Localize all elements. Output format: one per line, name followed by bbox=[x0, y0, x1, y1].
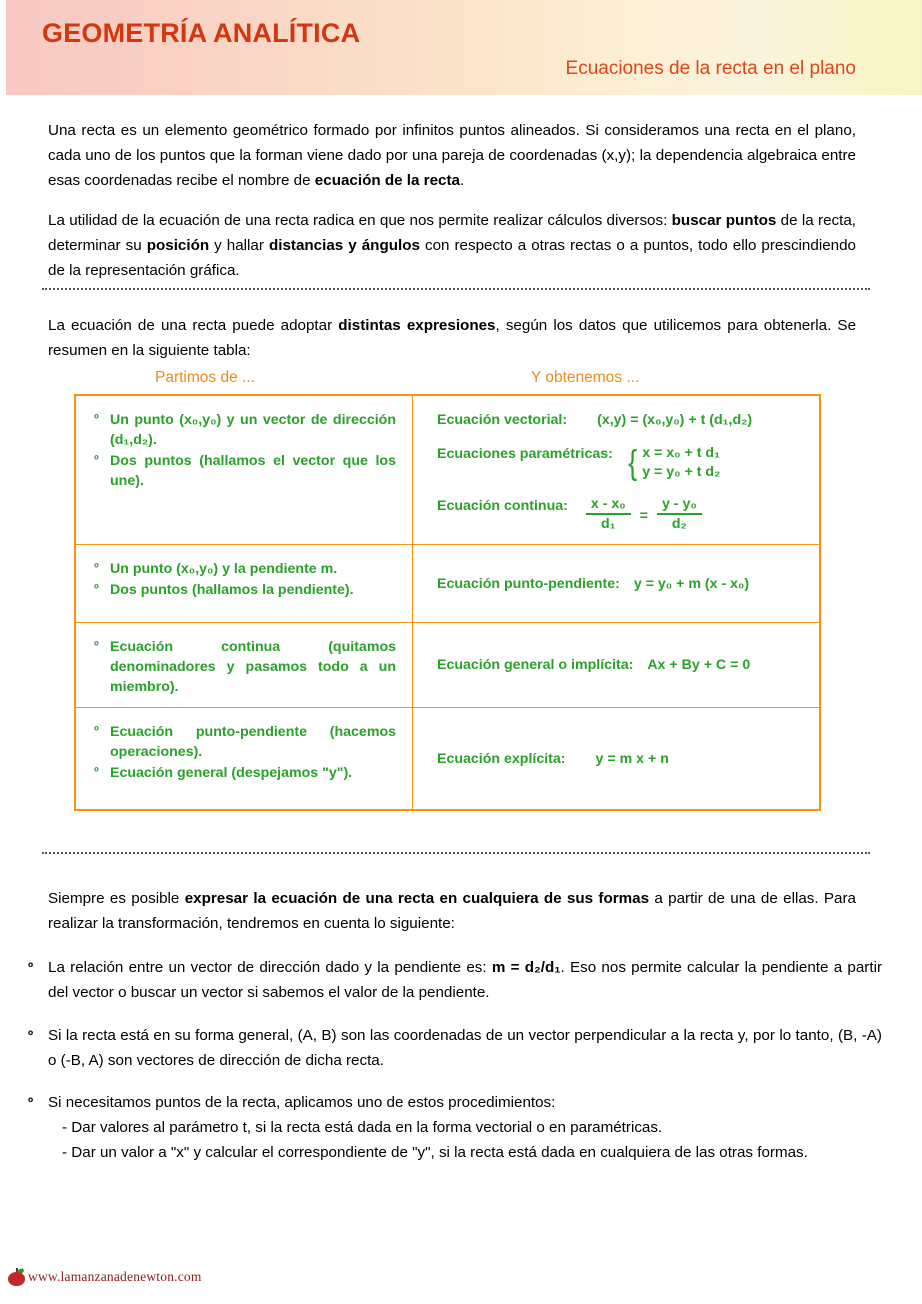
equation-label: Ecuaciones paramétricas: bbox=[437, 446, 613, 462]
closing-text-c: a partir de una de ellas. Para realizar la transformación, tendremos en cuenta lo siguiente: bbox=[48, 890, 857, 932]
bullet-1-text-a: La relación entre un vector de dirección dado y la pendiente es: bbox=[48, 959, 492, 976]
fraction-numerator: y - y₀ bbox=[661, 496, 697, 512]
page-header-banner bbox=[6, 0, 922, 95]
table-cell-result bbox=[413, 395, 821, 545]
equation-body: y = m x + n bbox=[595, 750, 669, 767]
intro-p2-bold-buscar-puntos: buscar puntos bbox=[671, 212, 777, 229]
intro-p2-bold-distancias: distancias y ángulos bbox=[268, 237, 420, 254]
divider-dotted-bottom bbox=[42, 852, 870, 854]
intro-p2-text-e: y hallar bbox=[209, 237, 269, 254]
intro-p2-bold-posicion: posición bbox=[146, 237, 210, 254]
equation-punto-pendiente bbox=[437, 574, 749, 594]
bullet-3-subline-1: - Dar valores al parámetro t, si la recta está dada en la forma vectorial o en paramétricas. bbox=[62, 1119, 663, 1136]
closing-bold: expresar la ecuación de una recta en cualquiera de sus formas bbox=[184, 890, 650, 907]
intro-p3-bold: distintas expresiones bbox=[338, 317, 496, 334]
table-cell-source bbox=[75, 708, 413, 811]
equation-general bbox=[437, 655, 750, 675]
bullet-3-subline-2: - Dar un valor a "x" y calcular el correspondiente de "y", si la recta está dada en cualquiera de las otras formas. bbox=[62, 1144, 808, 1161]
equation-body: y = y₀ + m (x - x₀) bbox=[633, 575, 750, 592]
equations-table bbox=[74, 394, 821, 811]
equation-body: Ax + By + C = 0 bbox=[647, 657, 751, 673]
footer-logo[interactable] bbox=[8, 1268, 202, 1286]
table-cell-source bbox=[75, 545, 413, 623]
parametric-line-y: y = y₀ + t d₂ bbox=[642, 464, 721, 480]
table-row bbox=[75, 395, 820, 545]
intro-p3-text-a: La ecuación de una recta puede adoptar bbox=[48, 317, 339, 334]
footer-url[interactable]: www.lamanzanadenewton.com bbox=[28, 1269, 202, 1284]
table-row bbox=[75, 708, 820, 811]
source-item-text: º Ecuación general (despejamos "y"). bbox=[110, 765, 353, 781]
source-item-text: º Ecuación continua (quitamos denominadores y pasamos todo a un miembro). bbox=[110, 639, 396, 695]
table-cell-source bbox=[75, 623, 413, 708]
source-list bbox=[90, 559, 396, 600]
equation-label: Ecuación vectorial: bbox=[437, 412, 568, 428]
list-item bbox=[90, 410, 396, 450]
source-item-text: º Ecuación punto-pendiente (hacemos operaciones). bbox=[110, 724, 396, 760]
page-subtitle: Ecuaciones de la recta en el plano bbox=[565, 58, 856, 79]
fraction-numerator: x - x₀ bbox=[590, 496, 626, 512]
closing-bullet-3 bbox=[22, 1090, 882, 1165]
closing-paragraph bbox=[48, 886, 856, 936]
intro-p2-text-c: de la recta, determinar su bbox=[48, 212, 856, 254]
fraction-left bbox=[586, 496, 631, 533]
fraction-denominator: d₂ bbox=[657, 513, 702, 533]
intro-p2-text-a: La utilidad de la ecuación de una recta radica en que nos permite realizar cálculos diversos: bbox=[48, 212, 672, 229]
intro-p1-bold: ecuación de la recta bbox=[314, 172, 460, 189]
intro-p2-text-g: con respecto a otras rectas o a puntos, todo ello prescindiendo de la representación gráfica. bbox=[48, 237, 856, 279]
source-list bbox=[90, 410, 396, 491]
intro-paragraph-3 bbox=[48, 313, 856, 363]
continuous-equation-fractions bbox=[586, 496, 702, 533]
intro-p3-text-c: , según los datos que utilicemos para obtenerla. Se resumen en la siguiente tabla: bbox=[48, 317, 857, 359]
equation-label: Ecuación continua: bbox=[437, 498, 568, 514]
equation-label: Ecuación explícita: bbox=[437, 750, 566, 767]
fraction-denominator: d₁ bbox=[586, 513, 631, 533]
equation-parametricas bbox=[437, 444, 803, 482]
source-item-text: º Un punto (x₀,y₀) y un vector de dirección (d₁,d₂). bbox=[110, 412, 396, 448]
intro-paragraph-2 bbox=[48, 208, 856, 283]
equation-label: Ecuación punto-pendiente: bbox=[437, 575, 620, 592]
list-item bbox=[90, 451, 396, 491]
equation-label: Ecuación general o implícita: bbox=[437, 657, 634, 673]
intro-paragraph-1 bbox=[48, 118, 856, 193]
list-item bbox=[90, 637, 396, 697]
apple-body bbox=[8, 1272, 25, 1286]
source-item-text: Un punto (x₀,y₀) y la pendiente m. bbox=[110, 561, 338, 577]
bullet-1-text-c: . Eso nos permite calcular la pendiente a partir del vector o buscar un vector si sabemos el valor de la pendiente. bbox=[48, 959, 882, 1001]
parametric-line-x: x = x₀ + t d₁ bbox=[642, 445, 720, 461]
source-item-text: º Dos puntos (hallamos la pendiente). bbox=[110, 582, 354, 598]
equation-body: (x,y) = (x₀,y₀) + t (d₁,d₂) bbox=[597, 412, 753, 428]
intro-p1-text-a: Una recta es un elemento geométrico formado por infinitos puntos alineados. Si consideramos una recta en el plano, cada uno de los puntos que la forman viene dado por una pareja de coordenadas (x,y); la dependencia algebraica entre esas coordenadas recibe el nombre de bbox=[48, 122, 856, 189]
page-title: GEOMETRÍA ANALÍTICA bbox=[42, 18, 361, 48]
table-cell-source bbox=[75, 395, 413, 545]
source-list bbox=[90, 637, 396, 697]
list-item bbox=[90, 559, 396, 579]
apple-icon bbox=[8, 1268, 25, 1286]
equals-sign: = bbox=[639, 507, 648, 524]
closing-text-a: Siempre es posible bbox=[48, 890, 185, 907]
source-list bbox=[90, 722, 396, 783]
table-caption-right: Y obtenemos ... bbox=[531, 369, 640, 386]
list-item bbox=[90, 580, 396, 600]
table-cell-result bbox=[413, 545, 821, 623]
list-item bbox=[90, 763, 396, 783]
fraction-right bbox=[657, 496, 702, 533]
bullet-1-formula: m = d₂/d₁ bbox=[491, 959, 561, 976]
list-item bbox=[90, 722, 396, 762]
table-cell-result bbox=[413, 708, 821, 811]
table-row bbox=[75, 623, 820, 708]
bullet-3-text: Si necesitamos puntos de la recta, aplicamos uno de estos procedimientos: bbox=[48, 1094, 556, 1111]
table-row bbox=[75, 545, 820, 623]
bullet-2-text: Si la recta está en su forma general, (A, B) son las coordenadas de un vector perpendicular a la recta y, por lo tanto, (B, -A) o (-B, A) son vectores de dirección de dicha recta. bbox=[48, 1027, 882, 1069]
intro-p1-text-c: . bbox=[460, 172, 465, 189]
equation-explicita bbox=[437, 749, 669, 769]
curly-brace-icon: { bbox=[627, 444, 638, 482]
equation-vectorial bbox=[437, 410, 803, 430]
table-cell-result bbox=[413, 623, 821, 708]
table-caption-left: Partimos de ... bbox=[155, 369, 255, 386]
source-item-text: º Dos puntos (hallamos el vector que los une). bbox=[110, 453, 396, 489]
closing-bullet-2 bbox=[22, 1023, 882, 1073]
equation-continua bbox=[437, 496, 803, 533]
closing-bullet-1 bbox=[22, 955, 882, 1005]
divider-dotted-top bbox=[42, 288, 870, 290]
system-lines bbox=[642, 444, 720, 482]
parametric-system bbox=[627, 444, 721, 482]
